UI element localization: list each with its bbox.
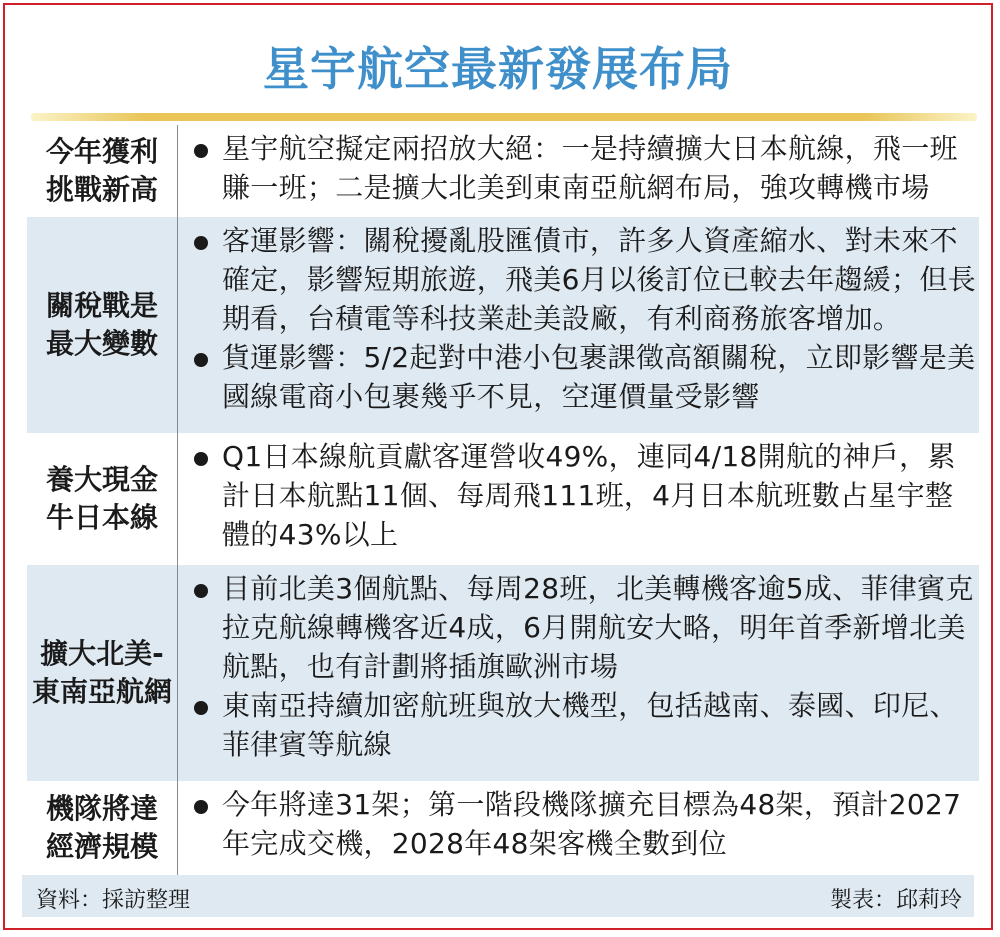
info-table — [27, 125, 979, 875]
row-label: 今年獲利 挑戰新高 — [27, 125, 178, 217]
bullet-text: 今年將達31架；第一階段機隊擴充目標為48架，預計2027年完成交機，2028年48架客機全數到位 — [222, 788, 962, 860]
infographic-frame — [3, 3, 993, 930]
bullet-icon — [194, 144, 208, 158]
source-note: 資料：採訪整理 — [36, 888, 191, 913]
list-item — [194, 569, 979, 686]
footer-bar — [22, 875, 974, 917]
list-item — [194, 221, 979, 338]
bullet-icon — [194, 353, 208, 367]
bullet-icon — [194, 452, 208, 466]
bullet-icon — [194, 701, 208, 715]
row-label: 擴大北美- 東南亞航網 — [27, 565, 178, 781]
table-row — [27, 781, 979, 875]
row-content — [178, 781, 979, 875]
row-content — [178, 433, 979, 565]
bullet-icon — [194, 236, 208, 250]
bullet-text: 星宇航空擬定兩招放大絕：一是持續擴大日本航線，飛一班賺一班；二是擴大北美到東南亞航網布局，強攻轉機市場 — [222, 132, 958, 204]
row-label: 養大現金 牛日本線 — [27, 433, 178, 565]
table-row — [27, 433, 979, 565]
row-label: 機隊將達 經濟規模 — [27, 781, 178, 875]
row-label: 關稅戰是 最大變數 — [27, 217, 178, 433]
table-row — [27, 565, 979, 781]
table-row — [27, 125, 979, 217]
bullet-text: 客運影響：關稅擾亂股匯債市，許多人資產縮水、對未來不確定，影響短期旅遊，飛美6月以後訂位已較去年趨緩；但長期看，台積電等科技業赴美設廠，有利商務旅客增加。 — [222, 224, 976, 335]
row-content — [178, 565, 979, 781]
bullet-text: Q1日本線航貢獻客運營收49%，連同4/18開航的神戶，累計日本航點11個、每周飛111班，4月日本航班數占星宇整體的43%以上 — [222, 440, 956, 551]
list-item — [194, 338, 979, 416]
row-content — [178, 125, 979, 217]
list-item — [194, 437, 979, 554]
title-divider — [31, 113, 977, 121]
bullet-text: 東南亞持續加密航班與放大機型，包括越南、泰國、印尼、菲律賓等航線 — [222, 689, 958, 761]
list-item — [194, 686, 979, 764]
page-title: 星宇航空最新發展布局 — [263, 42, 733, 96]
row-content — [178, 217, 979, 433]
table-row — [27, 217, 979, 433]
credit-note: 製表：邱莉玲 — [829, 888, 962, 913]
bullet-text: 貨運影響：5/2起對中港小包裹課徵高額關稅，立即影響是美國線電商小包裹幾乎不見，空運價量受影響 — [222, 341, 976, 413]
list-item — [194, 129, 979, 207]
list-item — [194, 785, 979, 863]
bullet-text: 目前北美3個航點、每周28班，北美轉機客逾5成、菲律賓克拉克航線轉機客近4成，6月開航安大略，明年首季新增北美航點，也有計劃將插旗歐洲市場 — [222, 572, 974, 683]
bullet-icon — [194, 584, 208, 598]
bullet-icon — [194, 800, 208, 814]
